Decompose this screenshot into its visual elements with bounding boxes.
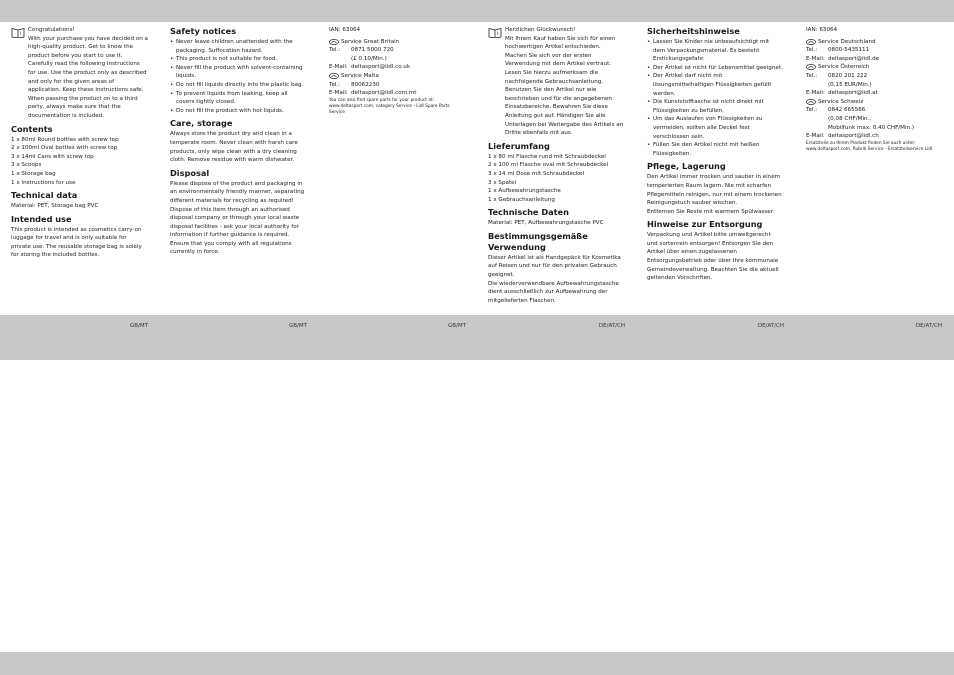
svg-text:i: i xyxy=(497,31,499,37)
tel-number: 0820 201 222 xyxy=(828,72,868,79)
list-item: 3 x 14ml Cans with screw top xyxy=(11,153,94,160)
email-label: E-Mail: xyxy=(329,64,348,71)
email-label: E-Mail: xyxy=(806,133,825,140)
de-technical-text: Material: PET, Aufbewahrungstasche PVC xyxy=(488,220,604,227)
list-item: • Die Kunststofftasche ist nicht direkt mit Flüssigkeiten zu befüllen. xyxy=(647,98,783,115)
gb-technical-text: Material: PET, Storage bag PVC xyxy=(11,203,99,210)
list-item: 1 x Gebrauchsanleitung xyxy=(488,196,555,203)
country-label-gb-1: GB/MT xyxy=(130,323,148,329)
list-item: 3 x 14 ml Dose mit Schraubdeckel xyxy=(488,170,585,177)
gb-contents-heading: Contents xyxy=(11,123,53,134)
tel-rate: (0,08 CHF/Min., xyxy=(828,115,872,122)
de-column-3 xyxy=(806,26,946,153)
list-item: 1 x Aufbewahrungstasche xyxy=(488,188,561,195)
open-book-icon xyxy=(488,27,502,38)
de-service-1 xyxy=(806,38,946,47)
gb-intro xyxy=(11,26,148,121)
phone-service-icon xyxy=(806,39,816,45)
de-intended-heading: Bestimmungsgemäße Verwendung xyxy=(488,230,588,252)
de-column-1 xyxy=(488,26,624,305)
gb-contents-list xyxy=(11,136,148,188)
tel-label: Tel.: xyxy=(329,81,341,88)
top-gray-band xyxy=(0,0,954,22)
open-book-icon xyxy=(11,27,25,38)
email-address: deltasport@lidl.co.uk xyxy=(351,64,411,71)
de-intended-text: Dieser Artikel ist als Handgepäck für Kosmetika auf Reisen und nur für den privaten Gebrauch geeignet. Die wiederverwendbare Aufbewahrungstasche dient ausschließlich zur Aufbewahrung der mitgelieferten Flaschen. xyxy=(488,254,621,304)
tel-number: 80062230 xyxy=(351,81,380,88)
email-label: E-Mail: xyxy=(329,90,348,97)
list-item: • Do not fill liquids directly into the plastic bag. xyxy=(170,81,307,90)
service-name: Service Österreich xyxy=(818,64,870,71)
de-safety-heading: Sicherheitshinweise xyxy=(647,26,740,36)
tel-rate-mobile: Mobilfunk max. 0,40 CHF/Min.) xyxy=(828,124,915,131)
list-item: 3 x Scoops xyxy=(11,162,42,169)
list-item: • Never fill the product with solvent-containing liquids. xyxy=(170,64,307,81)
gb-service-1 xyxy=(329,38,457,47)
list-item: 1 x Instructions for use xyxy=(11,179,76,186)
gb-service-2 xyxy=(329,72,457,81)
de-intro xyxy=(488,26,624,138)
country-label-gb-3: GB/MT xyxy=(448,323,466,329)
tel-number: 0871 5000 720 xyxy=(351,47,394,54)
gb-column-3 xyxy=(329,26,457,116)
email-label: E-Mail: xyxy=(806,55,825,62)
list-item: • Never leave children unattended with the packaging. Suffocation hazard. xyxy=(170,38,307,55)
list-item: • Do not fill the product with hot liquids. xyxy=(170,107,307,116)
phone-service-icon xyxy=(329,73,339,79)
list-item: • Lassen Sie Kinder nie unbeaufsichtigt mit dem Verpackungsmaterial. Es besteht Erstickungsgefahr. xyxy=(647,38,783,64)
tel-number: 0842 665566 xyxy=(828,107,866,114)
list-item: 2 x 100ml Oval bottles with screw top xyxy=(11,145,118,152)
list-item: 3 x Spatel xyxy=(488,179,517,186)
de-safety-list xyxy=(647,38,783,158)
list-item: 1 x Storage bag xyxy=(11,170,56,177)
de-ian: IAN: 63064 xyxy=(806,27,838,33)
gb-care-heading: Care, storage xyxy=(170,118,233,129)
svg-text:i: i xyxy=(20,31,22,37)
gb-ian: IAN: 63064 xyxy=(329,27,361,33)
de-disposal-heading: Hinweise zur Entsorgung xyxy=(647,219,763,230)
list-item: 2 x 100 ml Flasche oval mit Schraubdeckel xyxy=(488,162,609,169)
email-address: deltasport@lidl.ch xyxy=(828,133,879,140)
bottom-gray-band xyxy=(0,652,954,675)
list-item: • This product is not suitable for food. xyxy=(170,55,307,64)
de-delivery-heading: Lieferumfang xyxy=(488,140,550,151)
email-address: deltasport@lidl.com.mt xyxy=(351,90,417,97)
gb-disposal-text: Please dispose of the product and packaging in an environmentally friendly manner, separating different materials for recycling as required! Dispose of this item through an authorised disposal company or through your local waste disposal facilities - ask your local authority for information if further guidance is required. Ensure that you comply with all regulations currently in force. xyxy=(170,180,305,256)
list-item: 1 x 80 ml Flasche rund mit Schraubdeckel xyxy=(488,153,606,160)
tel-label: Tel.: xyxy=(806,47,818,54)
de-disposal-text: Verpackung und Artikel bitte umweltgerecht und sortenrein entsorgen! Entsorgen Sie den Artikel über einen zugelassenen Entsorgungsbetrieb oder über Ihre kommunale Gemeindeverwaltung. Beachten Sie die aktuell geltenden Vorschriften. xyxy=(647,232,779,282)
gb-disposal-heading: Disposal xyxy=(170,167,210,178)
gb-column-2 xyxy=(170,26,307,257)
country-label-gb-2: GB/MT xyxy=(289,323,307,329)
country-label-de-1: DE/AT/CH xyxy=(598,323,625,329)
de-service-3 xyxy=(806,98,946,107)
de-technical-heading: Technische Daten xyxy=(488,207,569,218)
tel-label: Tel.: xyxy=(329,47,341,54)
gb-intended-text: This product is intended as cosmetics carry-on luggage for travel and is only suitable for private use. The reusable storage bag is solely for storing the included bottles. xyxy=(11,226,142,259)
de-service-2 xyxy=(806,63,946,72)
gb-technical-heading: Technical data xyxy=(11,190,78,201)
de-care-heading: Pflege, Lagerung xyxy=(647,161,726,172)
tel-label: Tel.: xyxy=(806,107,818,114)
list-item: • Füllen Sie den Artikel nicht mit heißen Flüssigkeiten. xyxy=(647,141,783,158)
email-address: deltasport@lidl.at xyxy=(828,90,878,97)
de-intro-text: Herzlichen Glückwunsch! Mit Ihrem Kauf haben Sie sich für einen hochwertigen Artikel entschieden. Machen Sie sich vor der ersten Verwendung mit dem Artikel vertraut. Lesen Sie hierzu aufmerksam die nachfolgende Gebrauchsanleitung. Benutzen Sie den Artikel nur wie beschrieben und für die angegebenen Einsatzbereiche. Bewahren Sie diese Anleitung gut auf. Händigen Sie alle Unterlagen bei Weitergabe des Artikels an Dritte ebenfalls mit aus. xyxy=(505,27,624,137)
email-label: E-Mail: xyxy=(806,90,825,97)
service-name: Service Schweiz xyxy=(818,98,864,105)
gb-safety-heading: Safety notices xyxy=(170,26,237,36)
tel-number: 0800-5435111 xyxy=(828,47,870,54)
service-name: Service Great Britain xyxy=(341,38,400,45)
gb-intended-heading: Intended use xyxy=(11,213,72,224)
middle-gray-band xyxy=(0,315,954,360)
gb-safety-list xyxy=(170,38,307,115)
de-care-text: Den Artikel immer trocken und sauber in einem temperierten Raum lagern. Nie mit scharfen Pflegemitteln reinigen, nur mit einem trockenen Reinigungstuch sauber wischen. Entfernen Sie Reste mit warmem Spülwasser. xyxy=(647,174,782,215)
phone-service-icon xyxy=(806,99,816,105)
tel-label: Tel.: xyxy=(806,72,818,79)
service-name: Service Malta xyxy=(341,72,379,79)
email-address: deltasport@lidl.de xyxy=(828,55,880,62)
de-column-2 xyxy=(647,26,783,283)
phone-service-icon xyxy=(329,39,339,45)
gb-intro-text: Congratulations! With your purchase you have decided on a high-quality product. Get to know the product before you start to use it. Carefully read the following Instructions for use. Use the product only as described and only for the given areas of application. Keep these instructions safe. When passing the product on to a third party, always make sure that the documentation is included. xyxy=(28,27,148,119)
de-spare-parts-note: Ersatzteile zu Ihrem Produkt finden Sie auch unter: www.deltasport.com, Rubrik Service - Ersatzteilservice Lidl xyxy=(806,140,933,152)
tel-rate: (0,15 EUR/Min.) xyxy=(828,81,872,88)
phone-service-icon xyxy=(806,64,816,70)
list-item: • To prevent liquids from leaking, keep all covers tightly closed. xyxy=(170,90,307,107)
gb-column-1 xyxy=(11,26,148,260)
country-label-de-2: DE/AT/CH xyxy=(757,323,784,329)
list-item: • Der Artikel ist nicht für Lebensmittel geeignet. xyxy=(647,64,783,73)
gb-care-text: Always store the product dry and clean in a temperate room. Never clean with harsh care products, only wipe clean with a dry cleaning cloth. Remove residue with warm dishwater. xyxy=(170,131,298,164)
tel-rate: (£ 0.10/Min.) xyxy=(351,55,387,62)
service-name: Service Deutschland xyxy=(818,38,876,45)
list-item: • Um das Auslaufen von Flüssigkeiten zu vermeiden, sollten alle Deckel fest verschlossen sein. xyxy=(647,115,783,141)
list-item: 1 x 80ml Round bottles with screw top xyxy=(11,136,119,143)
de-delivery-list xyxy=(488,153,624,205)
gb-spare-parts-note: You can also find spare parts for your product at: www.deltasport.com, category Service - Lidl Spare Parts Service xyxy=(329,97,450,115)
country-label-de-3: DE/AT/CH xyxy=(915,323,942,329)
list-item: • Der Artikel darf nicht mit lösungsmittelhaltigen Flüssigkeiten gefüllt werden. xyxy=(647,72,783,98)
